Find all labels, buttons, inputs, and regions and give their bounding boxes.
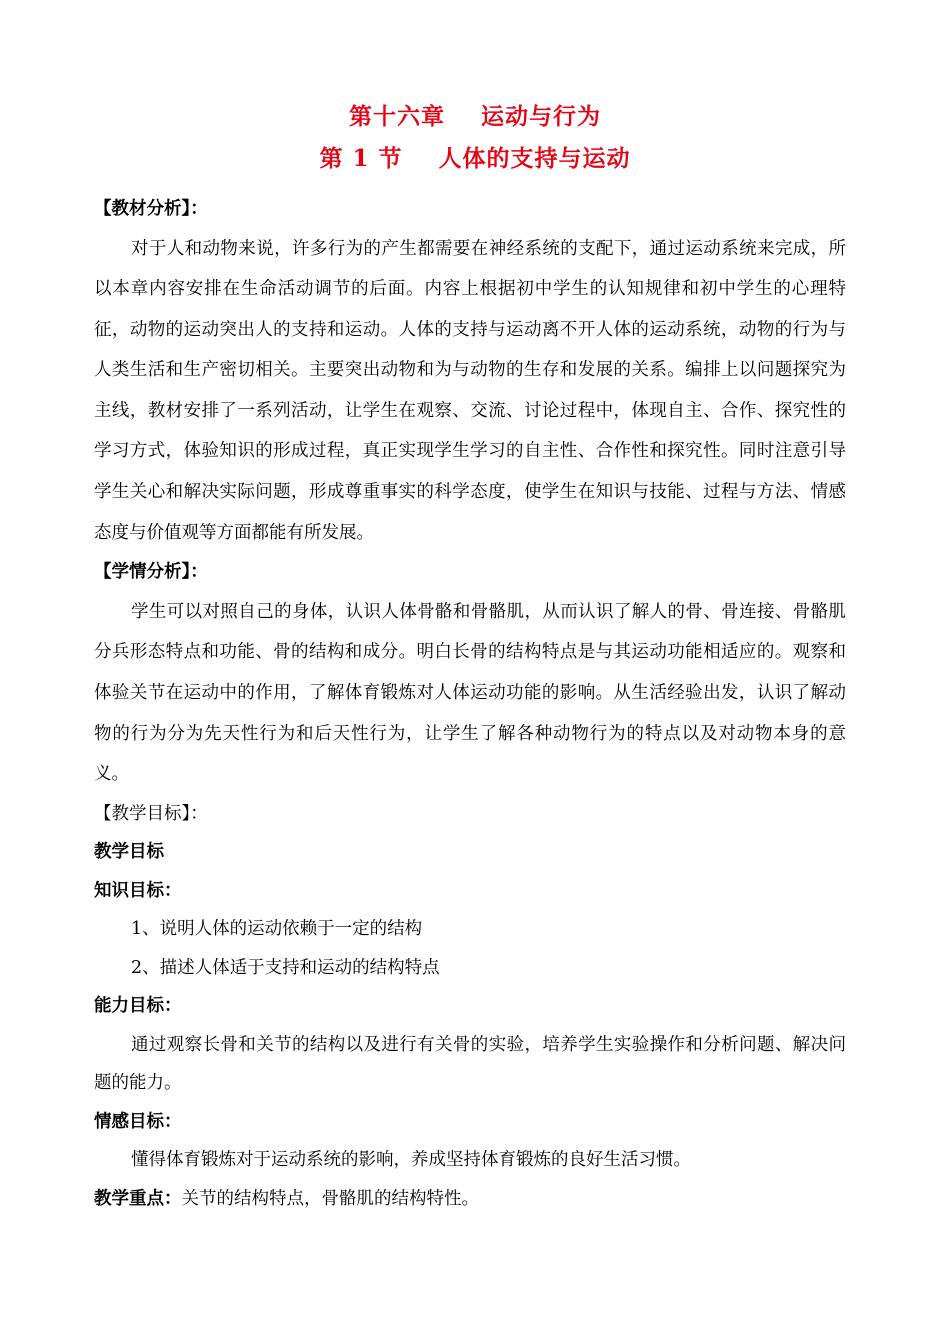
student-analysis-heading: 【学情分析】：: [94, 562, 208, 583]
textbook-analysis-paragraph: 对于人和动物来说，许多行为的产生都需要在神经系统的支配下，通过运动系统来完成，所以本章内容安排在生命活动调节的后面。内容上根据初中学生的认知规律和初中学生的心理特征，动物的运动突出人的支持和运动。人体的支持与运动离不开人体的运动系统，动物的行为与人类生活和生产密切相关。主要突出动物和为与动物的生存和发展的关系。编排上以问题探究为主线，教材安排了一系列活动，让学生在观察、交流、讨论过程中，体现自主、合作、探究性的学习方式，体验知识的形成过程，真正实现学生学习的自主性、合作性和探究性。同时注意引导学生关心和解决实际问题，形成尊重事实的科学态度，使学生在知识与技能、过程与方法、情感态度与价值观等方面都能有所发展。: [94, 238, 846, 543]
student-analysis-paragraph: 学生可以对照自己的身体，认识人体骨骼和骨骼肌，从而认识了解人的骨、骨连接、骨骼肌分兵形态特点和功能、骨的结构和成分。明白长骨的结构特点是与其运动功能相适应的。观察和体验关节在运动中的作用，了解体育锻炼对人体运动功能的影响。从生活经验出发，认识了解动物的行为分为先天性行为和后天性行为，让学生了解各种动物行为的特点以及对动物本身的意义。: [94, 601, 846, 785]
knowledge-objective-item: 2、描述人体适于支持和运动的结构特点: [131, 957, 440, 978]
document-body: [94, 190, 846, 1218]
key-points-label: 教学重点：: [94, 1188, 182, 1209]
section-title: 第 1 节 人体的支持与运动: [319, 145, 631, 172]
knowledge-objective-item: 1、说明人体的运动依赖于一定的结构: [131, 919, 423, 940]
chapter-title: 第十六章 运动与行为: [348, 103, 602, 130]
objectives-heading: 【教学目标】：: [94, 803, 208, 824]
ability-objectives-paragraph: 通过观察长骨和关节的结构以及进行有关骨的实验，培养学生实验操作和分析问题、解决问题的能力。: [94, 1034, 846, 1094]
textbook-analysis-heading: 【教材分析】：: [94, 199, 208, 219]
emotion-objectives-paragraph: 懂得体育锻炼对于运动系统的影响，养成坚持体育锻炼的良好生活习惯。: [131, 1150, 691, 1171]
key-points-line: [94, 1180, 846, 1219]
ability-objectives-label: 能力目标：: [94, 996, 182, 1017]
knowledge-objectives-label: 知识目标：: [94, 880, 182, 901]
objectives-subheading: 教学目标: [94, 842, 164, 863]
emotion-objectives-label: 情感目标：: [94, 1111, 182, 1132]
key-points-text: 关节的结构特点，骨骼肌的结构特性。: [181, 1188, 479, 1209]
